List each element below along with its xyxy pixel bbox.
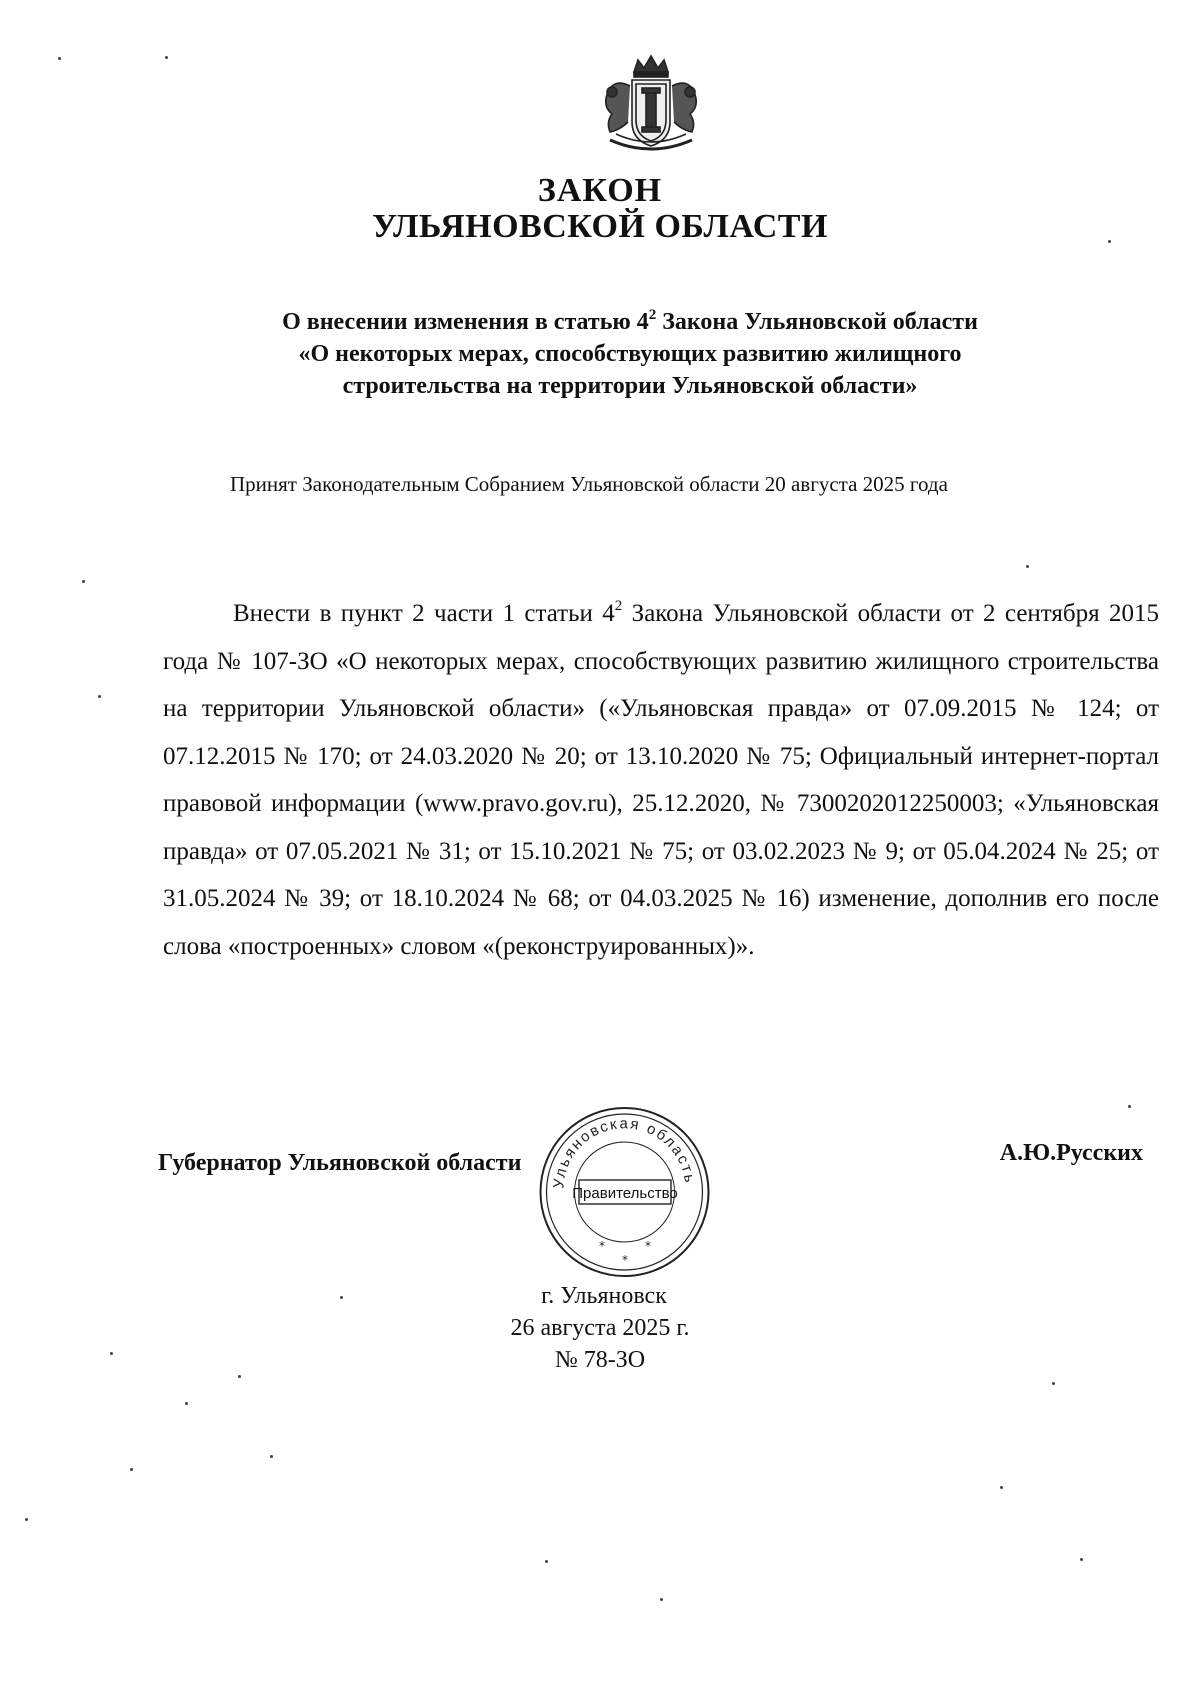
scan-speck: [238, 1375, 241, 1378]
scan-speck: [58, 57, 61, 60]
scan-speck: [98, 695, 101, 698]
law-number: № 78-ЗО: [554, 1347, 646, 1373]
scan-speck: [270, 1455, 273, 1458]
svg-text:*: *: [645, 1239, 651, 1253]
scan-speck: [1108, 240, 1111, 243]
law-subject: [200, 306, 1060, 402]
scan-speck: [1026, 565, 1029, 568]
seal-ring-text: Ульяновская область: [550, 1115, 699, 1190]
scan-speck: [165, 56, 168, 59]
signing-city: г. Ульяновск: [541, 1283, 667, 1309]
svg-text:*: *: [622, 1253, 628, 1267]
coat-of-arms-icon: [590, 52, 712, 160]
law-body: Внести в пункт 2 части 1 статьи $4^2$ Закона Ульяновской области от 2 сентября 2015 года № 107-ЗО «О некоторых мерах, способствующих развитию жилищного строительства на территории Ульяновской области» («Ульяновская правда» от 07.09.2015 № 124; от 07.12.2015 № 170; от 24.03.2020 № 20; от 13.10.2020 № 75; Официальный интернет-портал правовой информации (www.pravo.gov.ru), 25.12.2020, № 7300202012250003; «Ульяновская правда» от 07.05.2021 № 31; от 15.10.2021 № 75; от 03.02.2023 № 9; от 05.04.2024 № 25; от 31.05.2024 № 39; от 18.10.2024 № 68; от 04.03.2025 № 16) изменение, дополнив его после слова «построенных» словом «(реконструированных)».: [163, 598, 1159, 960]
svg-text:*: *: [599, 1239, 605, 1253]
adoption-note: Принят Законодательным Собранием Ульяновской области 20 августа 2025 года: [230, 472, 948, 496]
scan-speck: [82, 580, 85, 583]
document-region: УЛЬЯНОВСКОЙ ОБЛАСТИ: [372, 208, 828, 245]
subject-line-3: строительства на территории Ульяновской области»: [342, 373, 918, 399]
scan-speck: [185, 1402, 188, 1405]
scan-speck: [25, 1518, 28, 1521]
signing-date: 26 августа 2025 г.: [510, 1315, 690, 1341]
document-title: ЗАКОН: [537, 172, 663, 209]
subject-line-2: «О некоторых мерах, способствующих развитию жилищного: [298, 341, 962, 367]
scan-speck: [1000, 1486, 1003, 1489]
scan-speck: [130, 1468, 133, 1471]
scan-speck: [340, 1296, 343, 1299]
governor-name: А.Ю.Русских: [999, 1140, 1143, 1166]
scan-speck: [1128, 1105, 1131, 1108]
scan-speck: [1052, 1382, 1055, 1385]
scan-speck: [1080, 1558, 1083, 1561]
governor-title: Губернатор Ульяновской области: [158, 1150, 522, 1176]
seal-center-text: Правительство: [572, 1185, 678, 1202]
scan-speck: [110, 1352, 113, 1355]
scan-speck: [545, 1560, 548, 1563]
official-seal-icon: [537, 1102, 712, 1277]
scan-speck: [660, 1598, 663, 1601]
subject-line-1: О внесении изменения в статью $4^2$ Закона Ульяновской области: [282, 307, 978, 335]
